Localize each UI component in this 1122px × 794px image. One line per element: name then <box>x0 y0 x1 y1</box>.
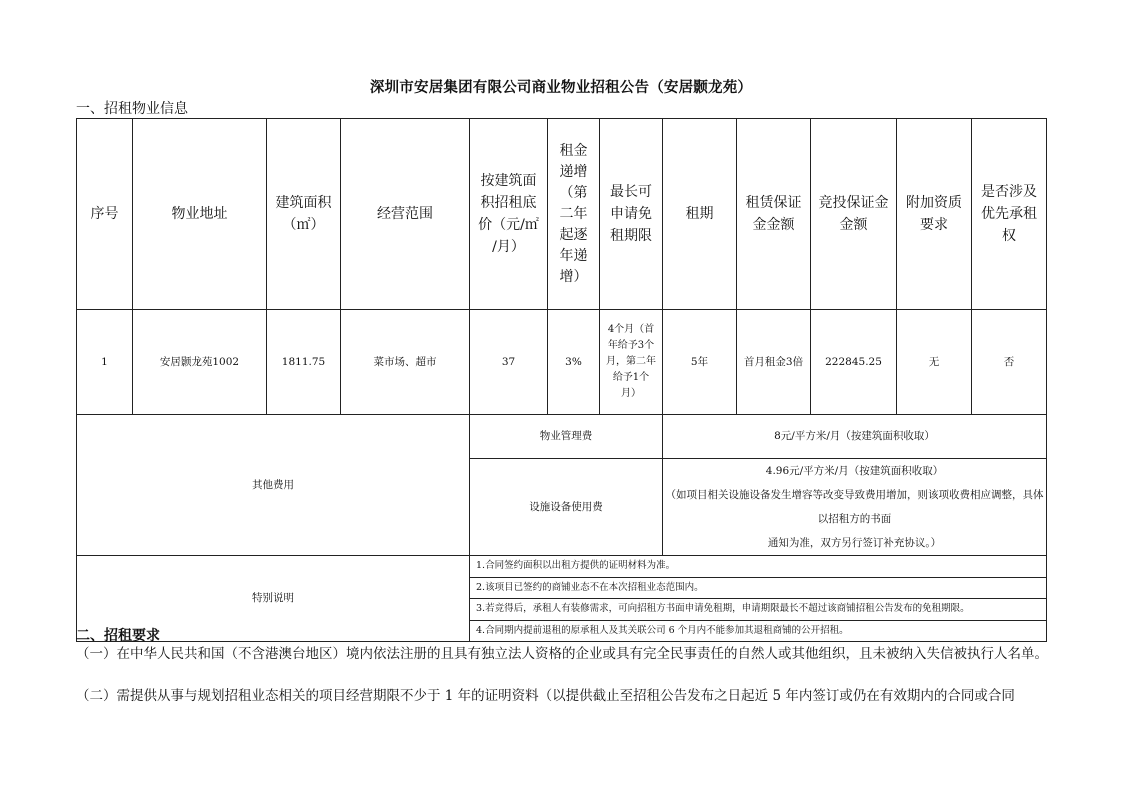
text-line: 租期 <box>685 206 714 222</box>
special-notes-row <box>77 556 1047 642</box>
section-heading-property-info: 一、招租物业信息 <box>76 101 188 117</box>
text-line: /月） <box>492 239 525 255</box>
header-priority <box>972 119 1047 310</box>
special-note-1: 1.合同签约面积以出租方提供的证明材料为准。 <box>476 560 676 571</box>
header-increase <box>548 119 600 310</box>
fee-row-management <box>77 415 1047 459</box>
cell-index: 1 <box>77 310 133 415</box>
cell-increase: 3% <box>548 310 600 415</box>
text-line: 序号 <box>90 206 119 222</box>
header-qualification <box>897 119 972 310</box>
text-line: （第 <box>559 184 588 201</box>
cell-term: 5年 <box>663 310 737 415</box>
section-heading-requirements: 二、招租要求 <box>76 628 160 644</box>
cell-bid-deposit: 222845.25 <box>811 310 897 415</box>
text-line: 租期限 <box>610 228 652 244</box>
table-row <box>77 310 1047 415</box>
text-line: 按建筑面 <box>480 173 537 189</box>
text-line: 二年 <box>559 205 588 222</box>
facility-fee-amount: 4.96元/平方米/月（按建筑面积收取） <box>765 465 944 477</box>
text-line: 价（元/㎡ <box>478 217 539 233</box>
facility-fee-note <box>663 483 1046 555</box>
text-line: 通知为准，双方另行签订补充协议。） <box>767 537 942 549</box>
text-line: 金金额 <box>752 217 795 233</box>
text-line: 月） <box>621 388 641 399</box>
requirement-paragraph-1: （一）在中华人民共和国（不含港澳台地区）境内依法注册的且具有独立法人资格的企业或具有完全民事责任的自然人或其他组织，且未被纳入失信被执行人名单。 <box>76 646 1048 662</box>
text-line: 优先承租 <box>981 206 1037 222</box>
management-fee-value: 8元/平方米/月（按建筑面积收取） <box>663 415 1047 459</box>
text-line: 附加资质 <box>906 195 962 211</box>
text-line: 申请免 <box>610 206 652 222</box>
header-area <box>267 119 341 310</box>
header-deposit <box>737 119 811 310</box>
cell-qualification: 无 <box>897 310 972 415</box>
text-line: 最长可 <box>610 184 652 200</box>
facility-fee-value <box>663 459 1047 556</box>
text-line: 增） <box>559 268 588 285</box>
cell-free-period <box>600 310 663 415</box>
special-note-3: 3.若竞得后，承租人有装修需求，可向招租方书面申请免租期，申请期限最长不超过该商铺招租公告发布的免租期限。 <box>470 598 1046 620</box>
cell-scope: 菜市场、超市 <box>341 310 470 415</box>
text-line: （如项目相关设施设备发生增容等改变导致费用增加，则该项收费相应调整，具体以招租方的书面 <box>665 489 1044 525</box>
cell-area: 1811.75 <box>267 310 341 415</box>
special-note-4: 4.合同期内提前退租的原承租人及其关联公司 6 个月内不能参加其退租商铺的公开招租。 <box>470 620 1046 642</box>
special-note-2: 2.该项目已签约的商铺业态不在本次招租业态范围内。 <box>470 577 1046 599</box>
text-line: 积招租底 <box>480 195 537 211</box>
text-line: 建筑面积 <box>275 195 332 211</box>
text-line: 经营范围 <box>377 206 433 222</box>
text-line: 要求 <box>920 217 948 233</box>
text-line: 权 <box>1002 228 1016 244</box>
cell-price: 37 <box>470 310 548 415</box>
cell-address: 安居颢龙苑1002 <box>133 310 267 415</box>
text-line: 给予1个 <box>612 372 650 383</box>
header-scope <box>341 119 470 310</box>
table-header-row <box>77 119 1047 310</box>
header-free-period <box>600 119 663 310</box>
text-line: 起逐 <box>559 226 588 243</box>
header-index <box>77 119 133 310</box>
header-price <box>470 119 548 310</box>
text-line: 租赁保证 <box>745 195 802 211</box>
special-notes-label: 特别说明 <box>77 556 470 642</box>
property-table <box>76 118 1047 642</box>
text-line: 递增 <box>559 163 588 180</box>
header-term <box>663 119 737 310</box>
text-line: （㎡） <box>282 217 325 233</box>
text-line: 金额 <box>839 217 868 233</box>
header-address <box>133 119 267 310</box>
text-line: 月，第二年 <box>606 356 656 367</box>
management-fee-label: 物业管理费 <box>470 415 663 459</box>
text-line: 年递 <box>559 247 588 264</box>
text-line: 物业地址 <box>171 206 228 222</box>
text-line: 4个月（首 <box>607 324 655 335</box>
text-line: 是否涉及 <box>981 184 1037 200</box>
cell-priority: 否 <box>972 310 1047 415</box>
cell-deposit: 首月租金3倍 <box>737 310 811 415</box>
special-notes-content <box>470 556 1047 642</box>
requirement-paragraph-2: （二）需提供从事与规划招租业态相关的项目经营期限不少于 1 年的证明资料（以提供截止至招租公告发布之日起近 5 年内签订或仍在有效期内的合同或合同 <box>76 688 1015 704</box>
header-bid-deposit <box>811 119 897 310</box>
text-line: 租金 <box>559 142 588 159</box>
text-line: 年给予3个 <box>607 340 655 351</box>
text-line: 竞投保证金 <box>818 195 889 211</box>
facility-fee-label: 设施设备使用费 <box>470 459 663 556</box>
document-title: 深圳市安居集团有限公司商业物业招租公告（安居颢龙苑） <box>369 79 753 96</box>
other-fees-label: 其他费用 <box>77 415 470 556</box>
